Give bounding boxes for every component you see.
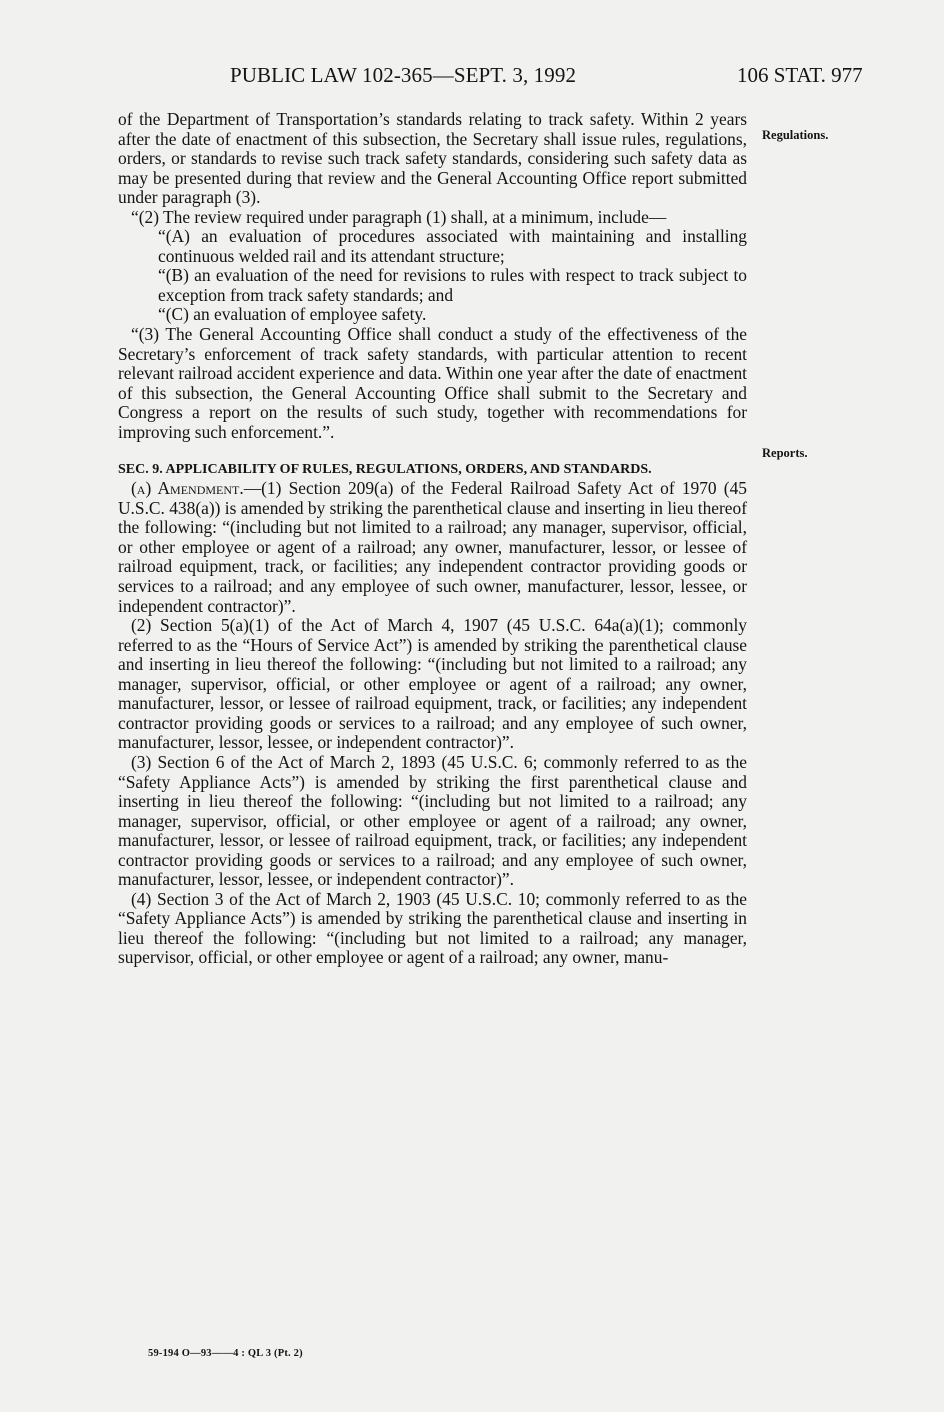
margin-note-reports: Reports. <box>762 446 808 460</box>
subsection-a-4: (4) Section 3 of the Act of March 2, 1903 (45 U.S.C. 10; commonly referred to as the “Safety Appliance Acts”) is amended by striking the parenthetical clause and inserting in lieu thereof the following: “(including but not limited to a railroad; any manager, supervisor, official, or other employee or agent of a railroad; any owner, manu- <box>118 888 747 968</box>
paragraph-2: “(2) The review required under paragraph (1) shall, at a minimum, include— <box>131 206 667 227</box>
subparagraph-a: “(A) an evaluation of procedures associated with maintaining and installing continuous welded rail and its attendant structure; <box>158 226 747 266</box>
subparagraph-c: “(C) an evaluation of employee safety. <box>158 304 427 325</box>
running-header-title: PUBLIC LAW 102-365—SEPT. 3, 1992 <box>230 63 577 87</box>
paragraph-continued: of the Department of Transportation’s standards relating to track safety. Within 2 years after the date of enactment of this subsection, the Secretary shall issue rules, regulations, orders, or standards to revise such track safety standards, considering such safety data as may be presented during that review and the General Accounting Office report submitted under paragraph (3). <box>118 109 747 208</box>
paragraph-3: “(3) The General Accounting Office shall conduct a study of the effectiveness of the Secretary’s enforcement of track safety standards, with particular attention to recent relevant railroad accident experience and data. Within one year after the date of enactment of this subsection, the General Accounting Office shall submit to the Secretary and Congress a report on the results of such study, together with recommendations for improving such enforcement.”. <box>118 324 747 442</box>
subparagraph-b: “(B) an evaluation of the need for revisions to rules with respect to track subject to exception from track safety standards; and <box>158 265 747 305</box>
section-9-heading: SEC. 9. APPLICABILITY OF RULES, REGULATIONS, ORDERS, AND STANDARDS. <box>118 462 652 478</box>
body-text <box>118 110 747 968</box>
subsection-a-3: (3) Section 6 of the Act of March 2, 1893 (45 U.S.C. 6; commonly referred to as the “Safety Appliance Acts”) is amended by striking the first parenthetical clause and inserting in lieu thereof the following: “(including but not limited to a railroad; any manager, supervisor, official, or other employee or agent of a railroad; any owner, manufacturer, lessor, or lessee of railroad equipment, track, or facilities; any independent contractor providing goods or services to a railroad; and any employee of such owner, manufacturer, lessor, lessee, or independent contractor)”. <box>118 751 747 890</box>
print-footer: 59-194 O—93——4 : QL 3 (Pt. 2) <box>148 1348 303 1359</box>
subsection-a-label: (a) Amendment. <box>131 478 244 499</box>
subsection-a-2: (2) Section 5(a)(1) of the Act of March 4, 1907 (45 U.S.C. 64a(a)(1); commonly referred to as the “Hours of Service Act”) is amended by striking the parenthetical clause and inserting in lieu thereof the following: “(including but not limited to a railroad; any manager, supervisor, official, or other employee or agent of a railroad; any owner, manufacturer, lessor, or lessee of railroad equipment, track, or facilities; any independent contractor providing goods or services to a railroad; and any employee of such owner, manufacturer, lessor, lessee, or independent contractor)”. <box>118 615 747 753</box>
margin-note-regulations: Regulations. <box>762 128 829 142</box>
subsection-a-1 <box>118 479 747 616</box>
statute-page-number: 106 STAT. 977 <box>737 63 863 87</box>
subsection-a-1-text: —(1) Section 209(a) of the Federal Railroad Safety Act of 1970 (45 U.S.C. 438(a)) is amended by striking the parenthetical clause and inserting in lieu thereof the following: “(including but not limited to a railroad; any manager, supervisor, official, or other employee or agent of a railroad; any owner, manufacturer, lessor, or lessee of railroad equipment, track, or facilities; any independent contractor providing goods or services to a railroad; and any employee of such owner, manufacturer, lessor, lessee, or independent contractor)”. <box>118 478 747 616</box>
